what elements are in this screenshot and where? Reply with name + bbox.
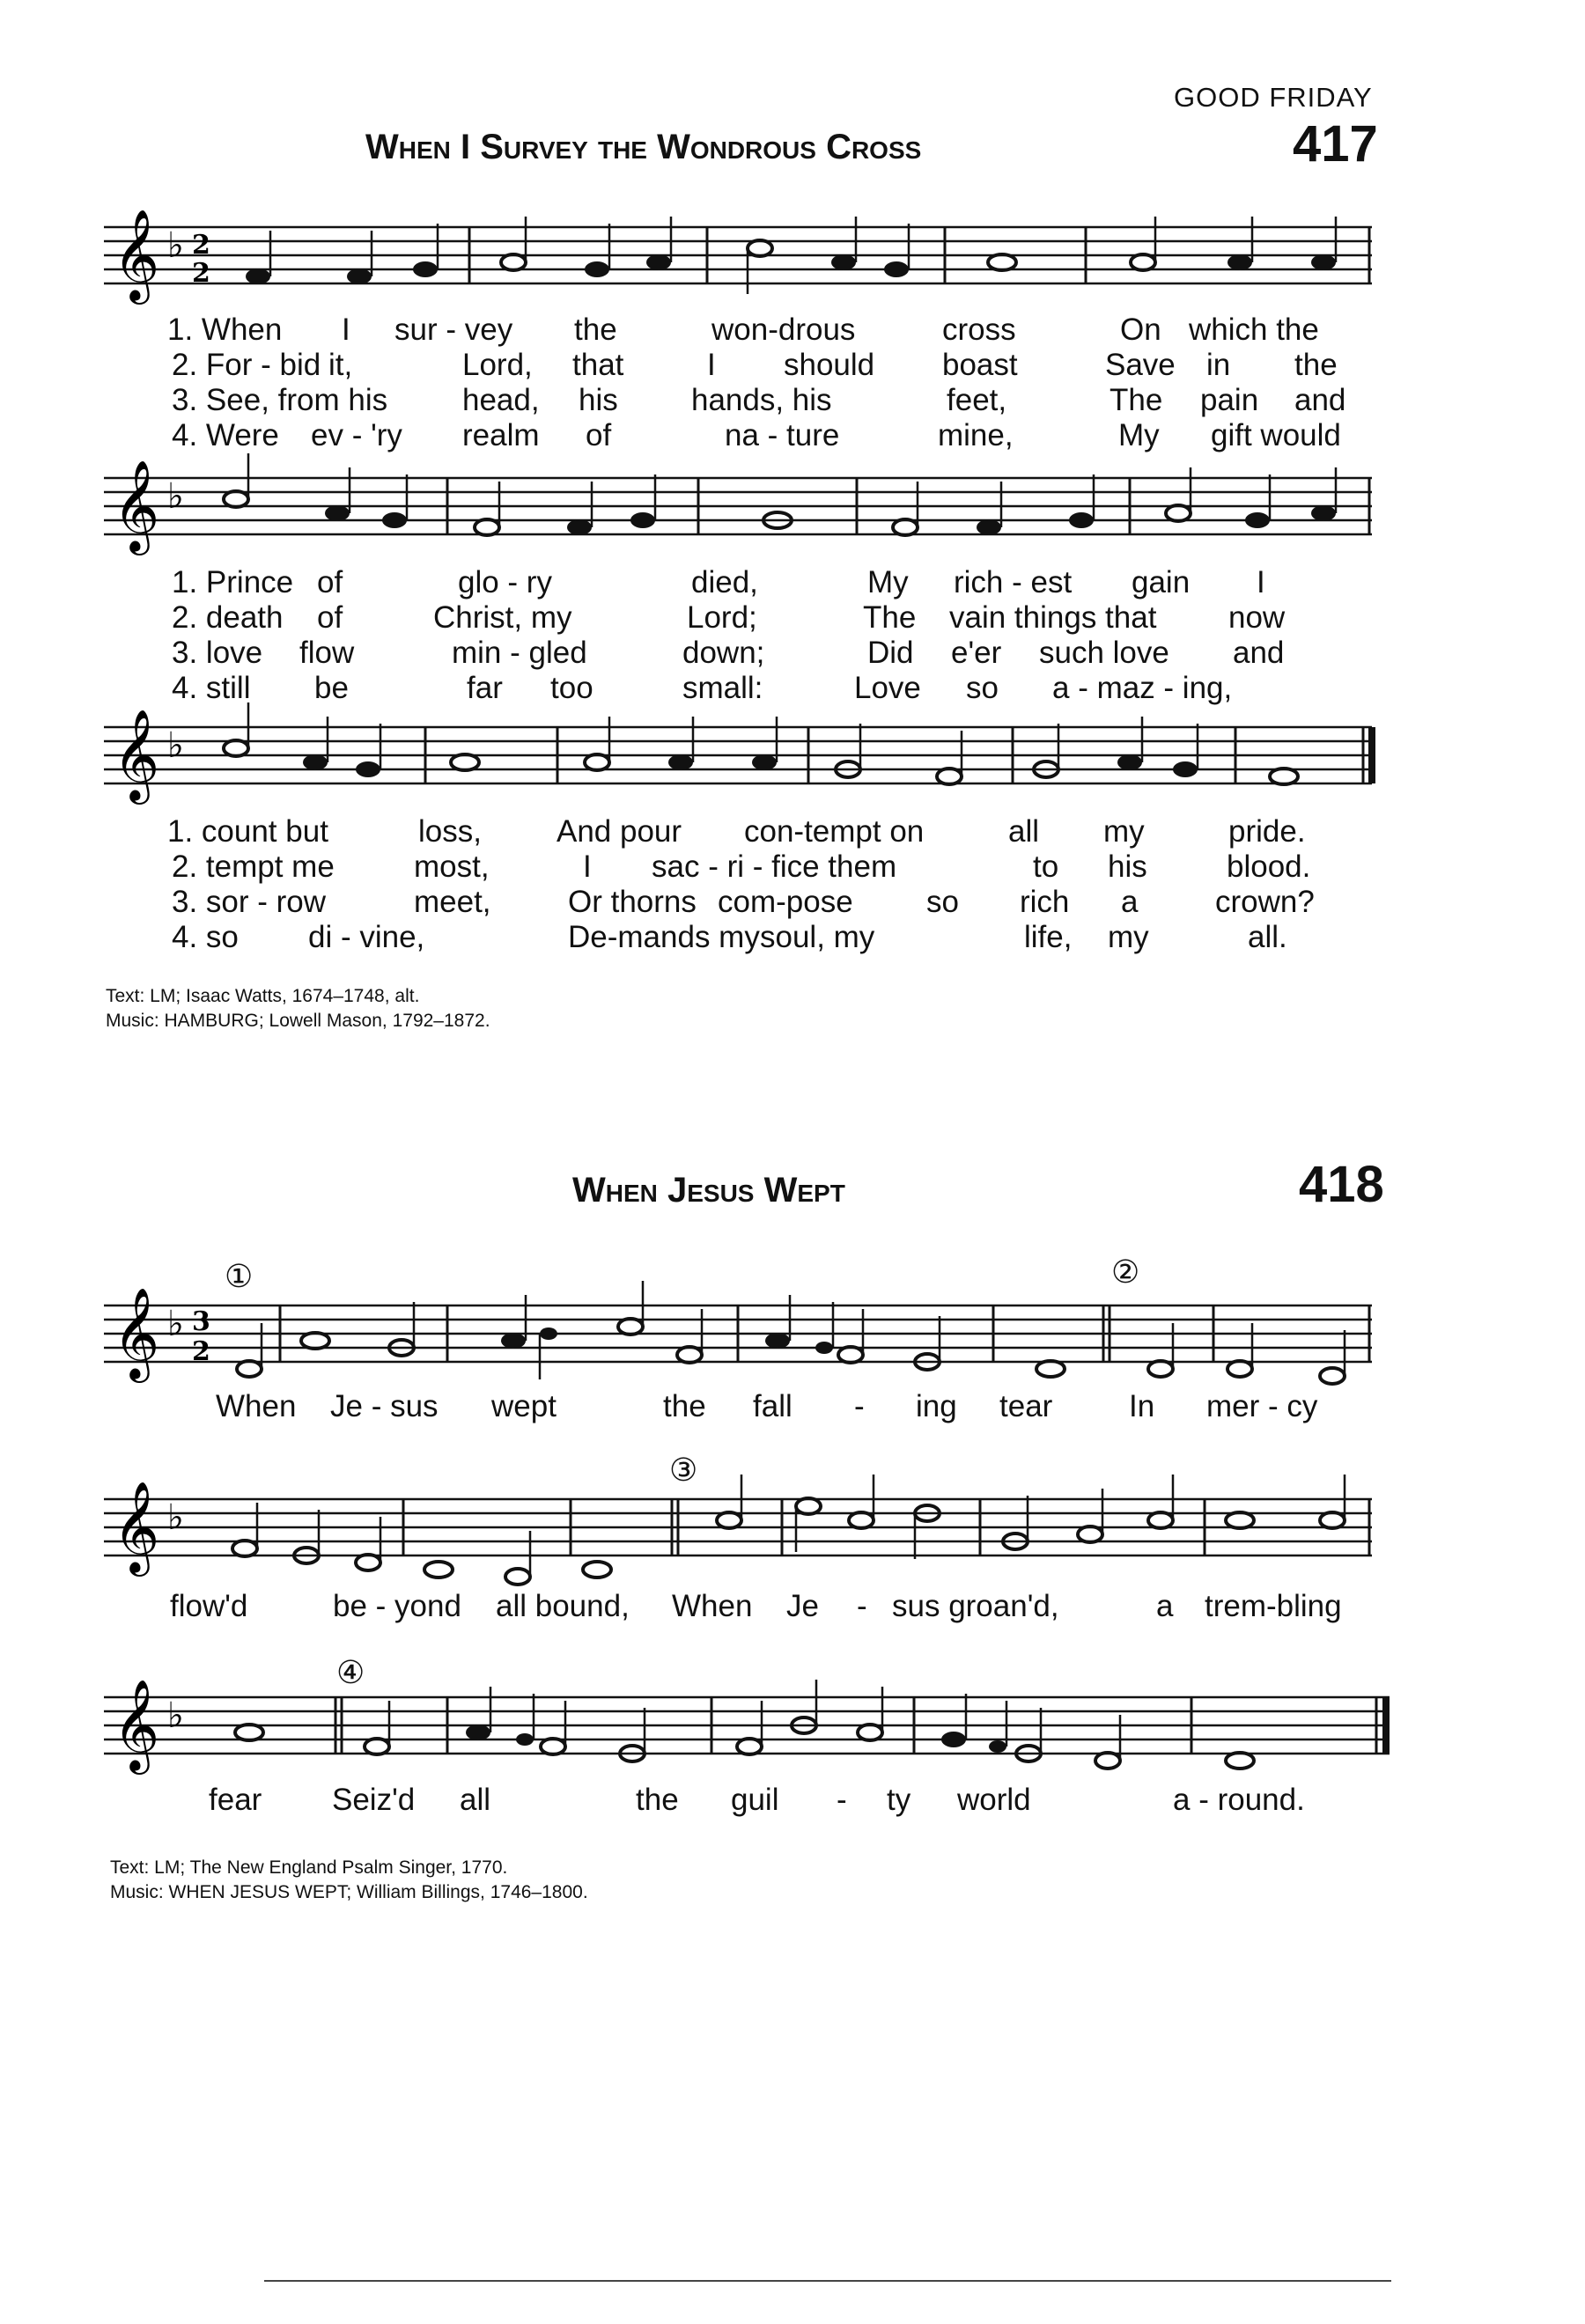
staff-417-system-3 bbox=[104, 711, 1372, 808]
flat-icon: ♭ bbox=[167, 476, 184, 517]
hymn-418-text-credit: Text: LM; The New England Psalm Singer, 1770. bbox=[110, 1857, 508, 1878]
treble-clef-icon: 𝄞 bbox=[113, 1481, 160, 1573]
hymn-417-text-credit: Text: LM; Isaac Watts, 1674–1748, alt. bbox=[106, 986, 420, 1006]
hymn-418-number: 418 bbox=[1299, 1156, 1384, 1213]
svg-text:2: 2 bbox=[192, 258, 210, 289]
staff-417-system-2 bbox=[104, 462, 1372, 559]
hymn-417-music-credit: Music: HAMBURG; Lowell Mason, 1792–1872. bbox=[106, 1011, 490, 1031]
hymn-418-music-credit: Music: WHEN JESUS WEPT; William Billings, 1746–1800. bbox=[110, 1882, 588, 1902]
treble-clef-icon: 𝄞 bbox=[113, 460, 160, 552]
staff-418-system-3 bbox=[104, 1681, 1390, 1778]
treble-clef-icon: 𝄞 bbox=[113, 1287, 160, 1379]
svg-text:2: 2 bbox=[192, 230, 210, 261]
staff-417-system-1 bbox=[104, 211, 1372, 308]
flat-icon: ♭ bbox=[167, 1304, 184, 1344]
flat-icon: ♭ bbox=[167, 225, 184, 266]
flat-icon: ♭ bbox=[167, 725, 184, 766]
staff-418-system-2 bbox=[104, 1483, 1372, 1589]
hymn-417-number: 417 bbox=[1293, 115, 1378, 173]
page-bottom-rule bbox=[264, 2280, 1391, 2282]
flat-icon: ♭ bbox=[167, 1497, 184, 1538]
hymn-418-title: When Jesus Wept bbox=[572, 1171, 845, 1210]
hymn-417-title: When I Survey the Wondrous Cross bbox=[365, 128, 922, 166]
treble-clef-icon: 𝄞 bbox=[113, 1679, 160, 1771]
treble-clef-icon: 𝄞 bbox=[113, 209, 160, 301]
svg-text:3: 3 bbox=[192, 1306, 210, 1337]
phrase-marker-2: ② bbox=[1111, 1254, 1140, 1291]
svg-text:2: 2 bbox=[192, 1336, 210, 1367]
section-label: GOOD FRIDAY bbox=[1174, 82, 1373, 113]
phrase-marker-4: ④ bbox=[336, 1655, 365, 1691]
flat-icon: ♭ bbox=[167, 1695, 184, 1736]
phrase-marker-1: ① bbox=[225, 1259, 254, 1295]
staff-418-system-1 bbox=[104, 1287, 1372, 1386]
phrase-marker-3: ③ bbox=[669, 1452, 698, 1489]
treble-clef-icon: 𝄞 bbox=[113, 709, 160, 801]
